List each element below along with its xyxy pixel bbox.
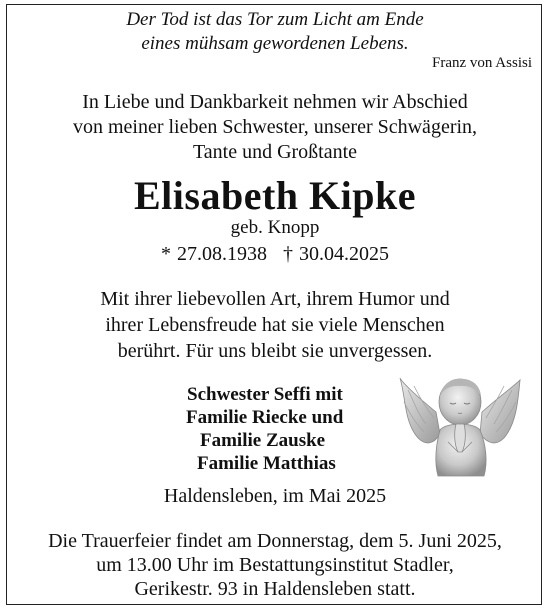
service-line: Die Trauerfeier findet am Donnerstag, dem 5. Juni 2025, (48, 530, 502, 552)
tribute-line: berührt. Für uns bleibt sie unvergessen. (117, 340, 433, 362)
birth-name: geb. Knopp (230, 217, 320, 238)
funeral-service-info (0, 529, 550, 601)
mourner-line: Schwester Seffi mit (187, 384, 343, 405)
life-dates (0, 243, 550, 266)
mourner-line: Familie Zauske (200, 430, 326, 451)
service-line: Gerikestr. 93 in Haldensleben statt. (134, 578, 416, 600)
quote-line: Der Tod ist das Tor zum Licht am Ende (126, 9, 424, 30)
deceased-name: Elisabeth Kipke (133, 173, 416, 218)
intro-line: Tante und Großtante (192, 141, 358, 163)
service-line: um 13.00 Uhr im Bestattungsinstitut Stadler, (96, 554, 454, 576)
death-date: † 30.04.2025 (283, 243, 389, 265)
birth-date: * 27.08.1938 (161, 243, 267, 265)
mourners-list (120, 383, 440, 475)
tribute-line: Mit ihrer liebevollen Art, ihrem Humor und (100, 288, 450, 310)
intro-line: In Liebe und Dankbarkeit nehmen wir Abschied (82, 91, 468, 113)
mourner-line: Familie Matthias (197, 453, 336, 474)
intro-line: von meiner lieben Schwester, unserer Schwägerin, (72, 116, 478, 138)
quote-line: eines mühsam gewordenen Lebens. (141, 33, 409, 54)
mourner-line: Familie Riecke und (186, 407, 344, 428)
quote (0, 8, 550, 56)
intro-text (0, 90, 550, 165)
quote-author: Franz von Assisi (431, 55, 532, 71)
tribute-line: ihrer Lebensfreude hat sie viele Menschen (105, 314, 445, 336)
praying-angel-icon (396, 372, 524, 478)
place-date: Haldensleben, im Mai 2025 (163, 485, 387, 507)
tribute-text (0, 286, 550, 364)
